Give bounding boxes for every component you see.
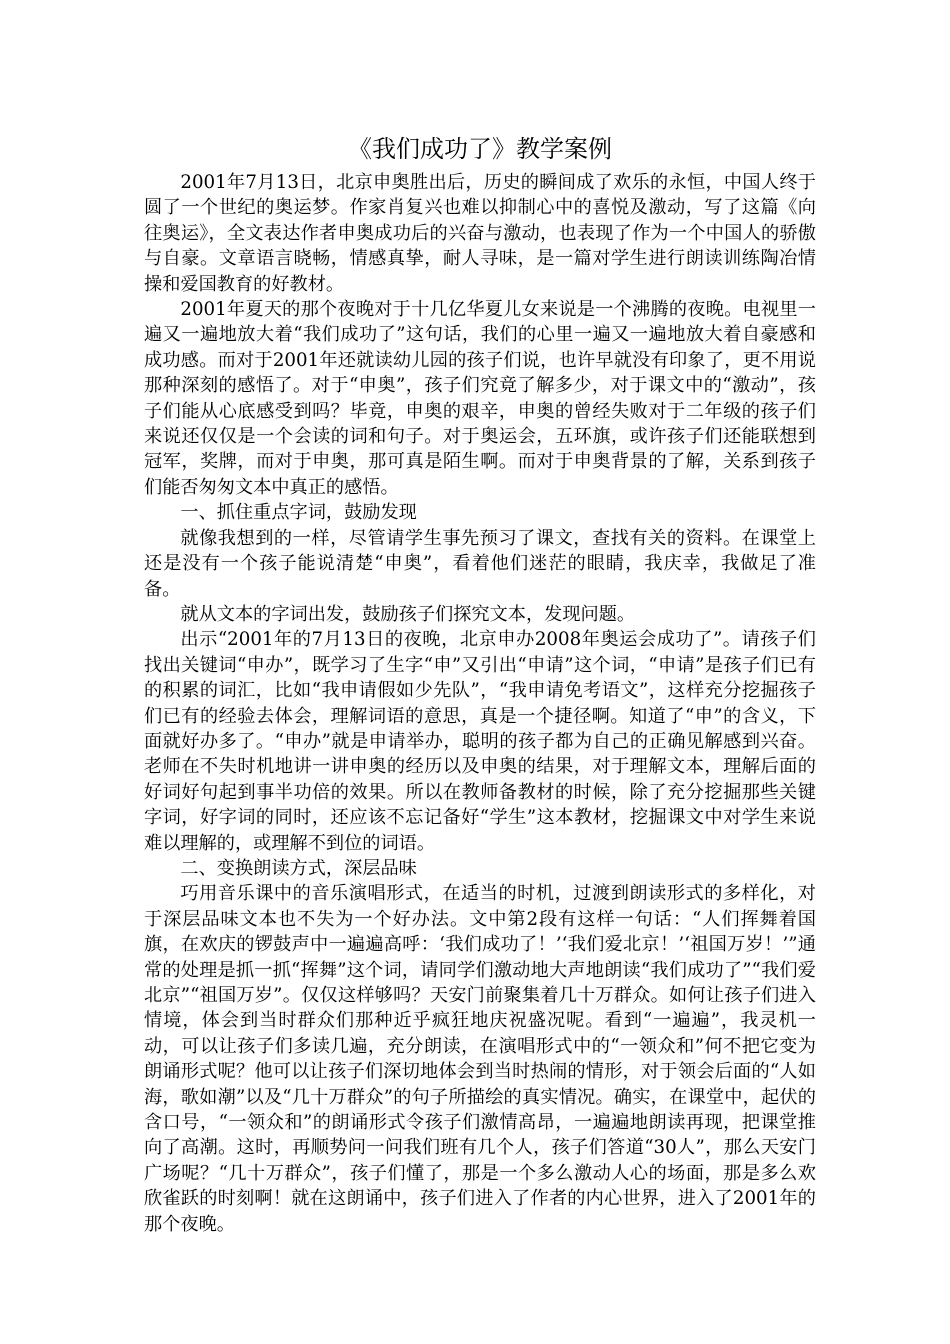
- section2-paragraph: 巧用音乐课中的音乐演唱形式，在适当的时机，过渡到朗读形式的多样化，对于深层品味文本也不失为一个好办法。文中第2段有这样一句话：“人们挥舞着国旗，在欢庆的锣鼓声中一遍遍高呼：‘我们成功了！’‘我们爱北京！’‘祖国万岁！’”通常的处理是抓一抓“挥舞”这个词，请同学们激动地大声地朗读“我们成功了”“我们爱北京”“祖国万岁”。仅仅这样够吗？天安门前聚集着几十万群众。如何让孩子们进入情境，体会到当时群众们那种近乎疯狂地庆祝盛况呢。看到“一遍遍”，我灵机一动，可以让孩子们多读几遍，充分朗读，在演唱形式中的“一领众和”何不把它变为朗诵形式呢？他可以让孩子们深切地体会到当时热闹的情形，对于领会后面的“人如海，歌如潮”以及“几十万群众”的句子所描绘的真实情况。确实，在课堂中，起伏的含口号，“一领众和”的朗诵形式令孩子们激情高昂，一遍遍地朗读再现，把课堂推向了高潮。这时，再顺势问一问我们班有几个人，孩子们答道“30人”，那么天安门广场呢？“几十万群众”，孩子们懂了，那是一个多么激动人心的场面，那是多么欢欣雀跃的时刻啊！就在这朗诵中，孩子们进入了作者的内心世界，进入了2001年的那个夜晚。: [144, 883, 816, 1235]
- section-heading-1: 一、抓住重点字词，鼓励发现: [180, 502, 417, 524]
- intro-paragraph: 2001年7月13日，北京申奥胜出后，历史的瞬间成了欢乐的永恒，中国人终于圆了一个世纪的奥运梦。作家肖复兴也难以抑制心中的喜悦及激动，写了这篇《向往奥运》，全文表达作者申奥成功后的兴奋与激动，也表现了作为一个中国人的骄傲与自豪。文章语言晓畅，情感真挚，耐人寻味，是一篇对学生进行朗读训练陶冶情操和爱国教育的好教材。: [144, 172, 816, 295]
- document-page: [144, 130, 816, 1237]
- section1-paragraph: 就从文本的字词出发，鼓励孩子们探究文本，发现问题。: [180, 603, 636, 625]
- section-heading-2: 二、变换朗读方式，深层品味: [180, 857, 417, 879]
- section1-paragraph: 就像我想到的一样，尽管请学生事先预习了课文，查找有关的资料。在课堂上还是没有一个孩子能说清楚“申奥”，看着他们迷茫的眼睛，我庆幸，我做足了准备。: [144, 527, 816, 600]
- document-title: 《我们成功了》教学案例: [348, 135, 612, 163]
- background-paragraph: 2001年夏天的那个夜晚对于十几亿华夏儿女来说是一个沸腾的夜晚。电视里一遍又一遍地放大着“我们成功了”这句话，我们的心里一遍又一遍地放大着自豪感和成功感。而对于2001年还就读幼儿园的孩子们说，也许早就没有印象了，更不用说那种深刻的感悟了。对于“申奥”，孩子们究竟了解多少，对于课文中的“激动”，孩子们能从心底感受到吗？毕竟，申奥的艰辛，申奥的曾经失败对于二年级的孩子们来说还仅仅是一个会读的词和句子。对于奥运会，五环旗，或许孩子们还能联想到冠军，奖牌，而对于申奥，那可真是陌生啊。而对于申奥背景的了解，关系到孩子们能否匆匆文本中真正的感悟。: [144, 299, 816, 498]
- section1-paragraph: 出示“2001年的7月13日的夜晚，北京申办2008年奥运会成功了”。请孩子们找出关键词“申办”，既学习了生字“申”又引出“申请”这个词，“申请”是孩子们已有的积累的词汇，比如“我申请假如少先队”，“我申请免考语文”，这样充分挖掘孩子们已有的经验去体会，理解词语的意思，真是一个捷径啊。知道了“申”的含义，下面就好办多了。“申办”就是申请举办，聪明的孩子都为自己的正确见解感到兴奋。老师在不失时机地讲一讲申奥的经历以及申奥的结果，对于理解文本，理解后面的好词好句起到事半功倍的效果。所以在教师备教材的时候，除了充分挖掘那些关键字词，好字词的同时，还应该不忘记备好“学生”这本教材，挖掘课文中对学生来说难以理解的，或理解不到位的词语。: [144, 629, 816, 854]
